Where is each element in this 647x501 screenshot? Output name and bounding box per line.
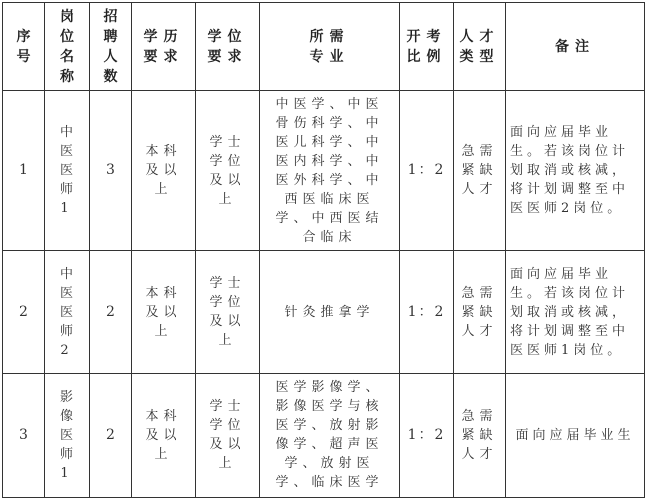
header-education: 学历要求 <box>132 3 196 91</box>
cell-count: 2 <box>90 373 132 497</box>
cell-remark: 面向应届毕业生。若该岗位计划取消或核减，将计划调整至中医医师1岗位。 <box>506 251 645 373</box>
cell-major: 针灸推拿学 <box>260 251 400 373</box>
cell-talent: 急需紧缺人才 <box>454 373 506 497</box>
cell-count: 2 <box>90 251 132 373</box>
cell-education: 本科及以上 <box>132 373 196 497</box>
cell-remark: 面向应届毕业生。若该岗位计划取消或核减，将计划调整至中医医师2岗位。 <box>506 91 645 251</box>
cell-no: 2 <box>3 251 45 373</box>
cell-position: 影像医师1 <box>45 373 90 497</box>
cell-talent: 急需紧缺人才 <box>454 251 506 373</box>
header-position: 岗位名称 <box>45 3 90 91</box>
cell-position: 中医医师1 <box>45 91 90 251</box>
header-degree: 学位要求 <box>196 3 260 91</box>
cell-no: 3 <box>3 373 45 497</box>
header-talent: 人才类型 <box>454 3 506 91</box>
cell-talent: 急需紧缺人才 <box>454 91 506 251</box>
cell-degree: 学士学位及以上 <box>196 91 260 251</box>
cell-ratio: 1：2 <box>400 251 454 373</box>
cell-position: 中医医师2 <box>45 251 90 373</box>
cell-major: 中医学、中医骨伤科学、中医儿科学、中医内科学、中医外科学、中西医临床医学、中西医结合临床 <box>260 91 400 251</box>
cell-no: 1 <box>3 91 45 251</box>
header-count: 招聘人数 <box>90 3 132 91</box>
cell-education: 本科及以上 <box>132 251 196 373</box>
cell-count: 3 <box>90 91 132 251</box>
cell-education: 本科及以上 <box>132 91 196 251</box>
recruitment-table <box>2 2 645 498</box>
cell-major: 医学影像学、影像医学与核医学、放射影像学、超声医学、放射医学、临床医学 <box>260 373 400 497</box>
header-no: 序号 <box>3 3 45 91</box>
cell-ratio: 1：2 <box>400 91 454 251</box>
header-major: 所需专业 <box>260 3 400 91</box>
cell-ratio: 1：2 <box>400 373 454 497</box>
cell-degree: 学士学位及以上 <box>196 373 260 497</box>
cell-remark: 面向应届毕业生 <box>506 373 645 497</box>
table-row <box>3 91 645 251</box>
header-remark: 备注 <box>506 3 645 91</box>
table-row <box>3 251 645 373</box>
header-row <box>3 3 645 91</box>
cell-degree: 学士学位及以上 <box>196 251 260 373</box>
table-row <box>3 373 645 497</box>
header-ratio: 开考比例 <box>400 3 454 91</box>
